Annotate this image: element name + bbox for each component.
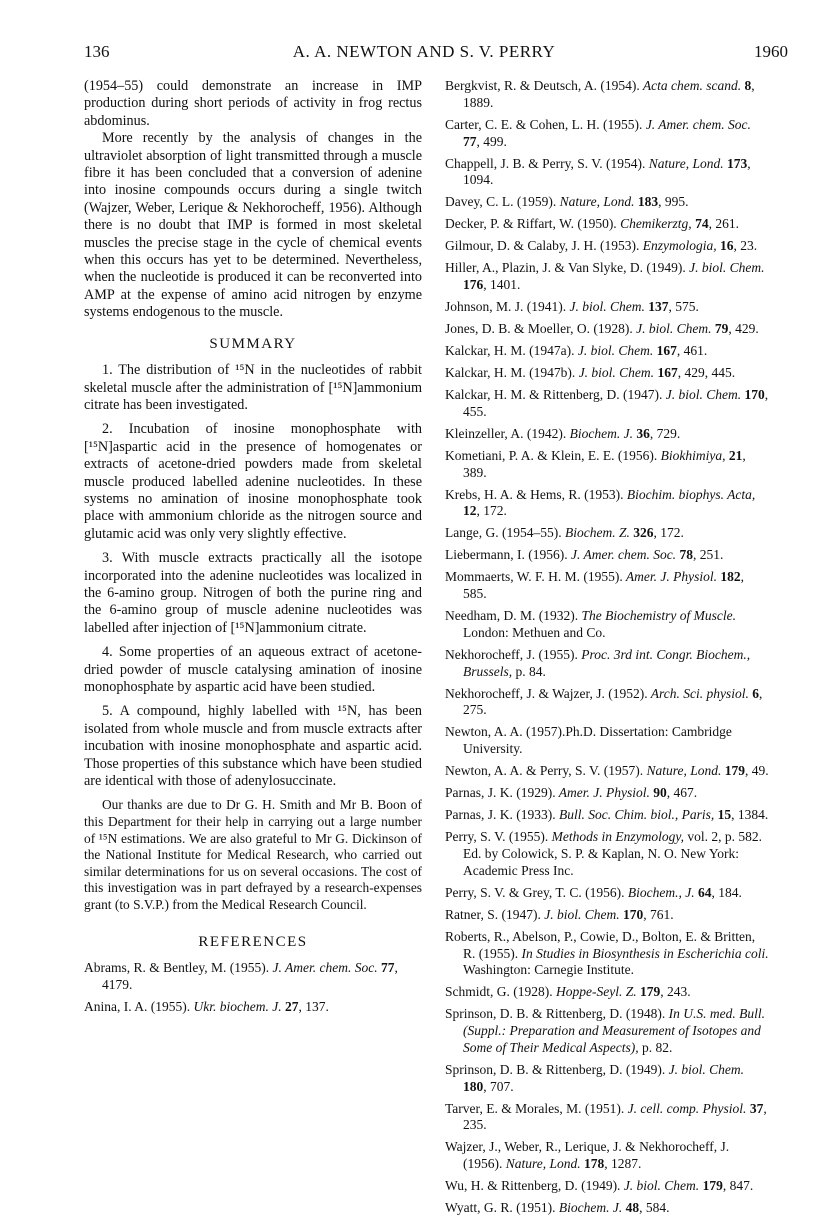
reference-entry bbox=[445, 321, 770, 338]
reference-entry bbox=[445, 299, 770, 316]
reference-entry bbox=[445, 807, 770, 824]
reference-entry bbox=[445, 194, 770, 211]
reference-journal: Nature, Lond. bbox=[556, 194, 635, 210]
reference-pages: , 761. bbox=[643, 906, 674, 922]
reference-entry bbox=[445, 1178, 770, 1195]
reference-volume: 167 bbox=[654, 365, 678, 381]
reference-entry bbox=[445, 426, 770, 443]
references-list-left bbox=[84, 960, 422, 1016]
reference-volume: 6 bbox=[748, 685, 759, 701]
reference-journal: J. biol. Chem. bbox=[566, 299, 645, 315]
reference-entry bbox=[445, 117, 770, 151]
reference-volume: 170 bbox=[619, 906, 644, 922]
reference-authors: Chappell, J. B. & Perry, S. V. (1954). bbox=[445, 155, 646, 171]
reference-entry bbox=[445, 156, 770, 190]
reference-pages: , 499. bbox=[476, 133, 507, 149]
page-header bbox=[84, 42, 788, 66]
reference-volume: 12 bbox=[463, 503, 477, 519]
reference-journal: J. Amer. chem. Soc. bbox=[567, 547, 677, 563]
reference-authors: Davey, C. L. (1959). bbox=[445, 194, 557, 210]
reference-authors: Schmidt, G. (1928). bbox=[445, 984, 553, 1000]
reference-pages: , 575. bbox=[668, 299, 699, 315]
reference-authors: Sprinson, D. B. & Rittenberg, D. (1948). bbox=[445, 1006, 666, 1022]
reference-journal: J. biol. Chem. bbox=[540, 906, 620, 922]
reference-entry bbox=[445, 829, 770, 879]
reference-authors: Perry, S. V. (1955). bbox=[445, 829, 549, 845]
reference-pages: Washington: Carnegie Institute. bbox=[463, 962, 635, 978]
reference-entry bbox=[445, 487, 770, 521]
reference-entry bbox=[445, 343, 770, 360]
reference-volume: 326 bbox=[629, 525, 654, 541]
reference-volume: 16 bbox=[716, 238, 734, 254]
reference-pages: , 275. bbox=[463, 685, 763, 718]
reference-authors: Mommaerts, W. F. H. M. (1955). bbox=[445, 569, 623, 585]
running-head-authors: A. A. NEWTON AND S. V. PERRY bbox=[292, 42, 556, 61]
reference-journal: Nature, Lond. bbox=[643, 763, 722, 779]
reference-volume: 90 bbox=[649, 785, 667, 801]
reference-journal: Biochem. J. bbox=[555, 1200, 623, 1216]
reference-pages: , 251. bbox=[692, 547, 724, 563]
summary-item: 5. A compound, highly labelled with ¹⁵N, has been isolated from whole muscle and from muscle extracts after incubation with inosine monophosphate and aspartic acid. Those properties of this substance which have been studied are identical with those of adenylosuccinate. bbox=[84, 703, 422, 790]
reference-volume: 27 bbox=[281, 998, 299, 1014]
reference-authors: Needham, D. M. (1932). bbox=[445, 608, 579, 624]
references-heading: REFERENCES bbox=[198, 933, 308, 950]
reference-pages: , 707. bbox=[483, 1078, 514, 1094]
reference-volume: 179 bbox=[636, 984, 661, 1000]
reference-entry bbox=[445, 1101, 770, 1135]
reference-authors: Decker, P. & Riffart, W. (1950). bbox=[445, 216, 617, 232]
reference-entry bbox=[445, 547, 770, 564]
reference-pages: p. 84. bbox=[512, 663, 546, 679]
reference-entry bbox=[445, 885, 770, 902]
reference-volume: 74 bbox=[691, 216, 709, 232]
acknowledgement: Our thanks are due to Dr G. H. Smith and Mr B. Boon of this Department for their help in carrying out a large number of ¹⁵N estimations. We are also grateful to Mr G. Dickinson of the National Institute for Medical Research, who carried out similar determinations for us on several occasions. The cost of this investigation was in part defrayed by a research-expenses grant (to S.V.P.) from the Medical Research Council. bbox=[84, 797, 422, 912]
reference-pages: , 172. bbox=[476, 503, 507, 519]
reference-volume: 8 bbox=[741, 78, 752, 93]
reference-journal: J. biol. Chem. bbox=[575, 365, 655, 381]
reference-entry bbox=[84, 999, 422, 1016]
reference-pages: , 455. bbox=[463, 387, 769, 419]
reference-volume: 137 bbox=[644, 299, 669, 315]
reference-journal: J. biol. Chem. bbox=[685, 260, 765, 276]
reference-volume: 48 bbox=[622, 1200, 640, 1216]
reference-authors: Johnson, M. J. (1941). bbox=[445, 299, 567, 315]
reference-authors: Nekhorocheff, J. (1955). bbox=[445, 646, 578, 662]
reference-journal: Nature, Lond. bbox=[645, 155, 724, 171]
reference-authors: Liebermann, I. (1956). bbox=[445, 547, 568, 563]
reference-journal: J. biol. Chem. bbox=[665, 1061, 744, 1077]
reference-journal: Chemikerztg, bbox=[616, 216, 692, 232]
reference-pages: , 261. bbox=[708, 216, 739, 232]
reference-volume: 78 bbox=[676, 547, 693, 563]
reference-authors: Kalckar, H. M. (1947b). bbox=[445, 365, 576, 381]
reference-journal: Nature, Lond. bbox=[502, 1156, 581, 1172]
reference-journal: J. cell. comp. Physiol. bbox=[624, 1100, 747, 1116]
reference-journal: J. Amer. chem. Soc. bbox=[642, 116, 751, 132]
reference-entry bbox=[445, 724, 770, 758]
reference-volume: 79 bbox=[711, 321, 729, 337]
reference-journal: Biochem. Z. bbox=[561, 525, 630, 541]
reference-pages: , 995. bbox=[658, 194, 689, 210]
reference-authors: Newton, A. A. (1957). bbox=[445, 724, 566, 740]
reference-journal: Methods in Enzymology, bbox=[548, 829, 684, 845]
reference-entry bbox=[445, 907, 770, 924]
reference-pages: , 584. bbox=[639, 1200, 670, 1216]
reference-entry bbox=[445, 238, 770, 255]
reference-authors: Lange, G. (1954–55). bbox=[445, 525, 562, 541]
reference-volume: 167 bbox=[653, 343, 677, 359]
reference-pages: , 49. bbox=[745, 763, 769, 779]
reference-authors: Wajzer, J., Weber, R., Lerique, J. & Nekhorocheff, J. (1956). bbox=[445, 1139, 730, 1172]
reference-entry bbox=[445, 365, 770, 382]
reference-pages: , 1401. bbox=[483, 277, 521, 293]
reference-journal: In U.S. med. Bull. (Suppl.: Preparation and Measurement of Isotopes and Some of Their Medical Aspects), bbox=[463, 1006, 765, 1055]
reference-pages: , 184. bbox=[711, 884, 742, 900]
reference-authors: Sprinson, D. B. & Rittenberg, D. (1949). bbox=[445, 1061, 666, 1077]
reference-volume: 178 bbox=[580, 1156, 605, 1172]
reference-pages: London: Methuen and Co. bbox=[463, 624, 606, 640]
reference-journal: The Biochemistry of Muscle. bbox=[578, 608, 736, 624]
reference-authors: Kleinzeller, A. (1942). bbox=[445, 425, 567, 441]
reference-authors: Anina, I. A. (1955). bbox=[84, 998, 191, 1014]
summary-item: 2. Incubation of inosine monophosphate with [¹⁵N]aspartic acid in the presence of homogenates or extracts of acetone-dried powders made from skeletal muscle produced labelled adenine nucleotides. In these systems no amination of inosine monophosphate took place with ammonium chloride as the nitrogen source and glutamic acid was only very slightly effective. bbox=[84, 421, 422, 542]
reference-entry bbox=[445, 216, 770, 233]
reference-entry bbox=[445, 525, 770, 542]
reference-entry bbox=[445, 984, 770, 1001]
body-paragraph: More recently by the analysis of changes in the ultraviolet absorption of light transmitted through a muscle fibre it has been concluded that a conversion of adenine into inosine compounds occurs during a single twitch (Wajzer, Weber, Lerique & Nekhorocheff, 1956). Although there is no doubt that IMP is formed in most skeletal muscles the precise stage in the cycle of chemical events when this occurs has yet to be determined. Nevertheless, when the nucleotide is produced it can be reconverted into AMP at the expense of amino acid nitrogen by enzyme systems endogenous to the muscle. bbox=[84, 130, 422, 321]
reference-entry bbox=[445, 78, 770, 112]
references-list-right bbox=[445, 78, 770, 1217]
reference-entry bbox=[445, 260, 770, 294]
reference-journal: Biochem. J. bbox=[566, 425, 634, 441]
reference-entry bbox=[445, 647, 770, 681]
reference-entry bbox=[445, 608, 770, 642]
reference-authors: Kometiani, P. A. & Klein, E. E. (1956). bbox=[445, 447, 658, 463]
reference-pages: , 1889. bbox=[463, 78, 755, 110]
reference-journal: J. biol. Chem. bbox=[620, 1178, 700, 1194]
reference-authors: Tarver, E. & Morales, M. (1951). bbox=[445, 1100, 625, 1116]
reference-entry bbox=[445, 929, 770, 979]
reference-authors: Kalckar, H. M. & Rittenberg, D. (1947). bbox=[445, 387, 663, 403]
reference-volume: 21 bbox=[725, 447, 743, 463]
reference-volume: 15 bbox=[714, 807, 732, 823]
summary-item: 4. Some properties of an aqueous extract of acetone-dried powder of muscle catalysing amination of inosine monophosphate by aspartic acid have been studied. bbox=[84, 644, 422, 695]
reference-authors: Wu, H. & Rittenberg, D. (1949). bbox=[445, 1178, 621, 1194]
reference-journal: Amer. J. Physiol. bbox=[555, 785, 650, 801]
reference-entry bbox=[445, 1006, 770, 1056]
reference-volume: 77 bbox=[377, 960, 395, 975]
reference-volume: 64 bbox=[694, 884, 712, 900]
reference-pages: p. 82. bbox=[638, 1039, 673, 1055]
reference-pages: , 847. bbox=[722, 1178, 754, 1194]
reference-volume: 176 bbox=[463, 277, 484, 293]
reference-pages: , 1384. bbox=[731, 807, 769, 823]
reference-journal: Acta chem. scand. bbox=[639, 78, 742, 93]
reference-entry bbox=[445, 1200, 770, 1217]
reference-journal: Biokhimiya, bbox=[657, 447, 726, 463]
summary-list bbox=[84, 362, 422, 790]
reference-journal: Ukr. biochem. J. bbox=[190, 998, 282, 1014]
reference-volume: 170 bbox=[741, 387, 765, 403]
reference-authors: Kalckar, H. M. (1947a). bbox=[445, 343, 575, 359]
reference-authors: Parnas, J. K. (1933). bbox=[445, 807, 556, 823]
page-number: 136 bbox=[84, 42, 110, 61]
reference-authors: Perry, S. V. & Grey, T. C. (1956). bbox=[445, 884, 625, 900]
reference-pages: , 429, 445. bbox=[677, 365, 736, 381]
reference-authors: Hiller, A., Plazin, J. & Van Slyke, D. (1949). bbox=[445, 260, 686, 276]
reference-authors: Jones, D. B. & Moeller, O. (1928). bbox=[445, 321, 633, 337]
reference-entry bbox=[445, 1062, 770, 1096]
reference-authors: Abrams, R. & Bentley, M. (1955). bbox=[84, 960, 270, 975]
reference-authors: Ratner, S. (1947). bbox=[445, 906, 541, 922]
reference-authors: Bergkvist, R. & Deutsch, A. (1954). bbox=[445, 78, 640, 93]
reference-authors: Newton, A. A. & Perry, S. V. (1957). bbox=[445, 763, 644, 779]
reference-pages: , 729. bbox=[649, 425, 681, 441]
reference-journal: Proc. 3rd int. Congr. Biochem., Brussels, bbox=[463, 646, 751, 679]
reference-authors: Gilmour, D. & Calaby, J. H. (1953). bbox=[445, 238, 640, 254]
reference-entry bbox=[445, 448, 770, 482]
reference-pages: , 243. bbox=[660, 984, 691, 1000]
reference-journal: J. biol. Chem. bbox=[662, 387, 742, 403]
reference-volume: 77 bbox=[463, 133, 477, 149]
reference-volume: 179 bbox=[721, 763, 746, 779]
body-paragraph: (1954–55) could demonstrate an increase in IMP production during short periods of activity in frog rectus abdominus. bbox=[84, 78, 422, 129]
reference-pages: , 4179. bbox=[102, 960, 398, 992]
reference-pages: , 1094. bbox=[463, 155, 751, 188]
reference-journal: Arch. Sci. physiol. bbox=[647, 685, 749, 701]
reference-volume: 180 bbox=[463, 1078, 484, 1094]
reference-authors: Nekhorocheff, J. & Wajzer, J. (1952). bbox=[445, 685, 648, 701]
reference-volume: 37 bbox=[746, 1100, 764, 1116]
reference-journal: J. Amer. chem. Soc. bbox=[269, 960, 378, 975]
reference-entry bbox=[84, 960, 422, 994]
reference-authors: Wyatt, G. R. (1951). bbox=[445, 1200, 556, 1216]
summary-heading: SUMMARY bbox=[209, 335, 297, 352]
reference-pages: , 1287. bbox=[604, 1156, 642, 1172]
reference-volume: 173 bbox=[723, 155, 748, 171]
summary-item: 3. With muscle extracts practically all the isotope incorporated into the adenine nucleotides was localized in the 6-amino group. Nitrogen of both the purine ring and the 6-amino group of muscle adenine nucleotides was labelled after injection of [¹⁵N]ammonium citrate. bbox=[84, 550, 422, 636]
reference-journal: Biochem., J. bbox=[624, 884, 695, 900]
reference-journal: Hoppe-Seyl. Z. bbox=[552, 984, 637, 1000]
reference-entry bbox=[445, 763, 770, 780]
reference-journal: Biochim. biophys. Acta, bbox=[623, 486, 756, 502]
reference-pages: , 23. bbox=[733, 238, 758, 254]
reference-pages: vol. 2, p. 582. Ed. by Colowick, S. P. & Kaplan, N. O. New York: Academic Press Inc. bbox=[463, 829, 763, 878]
reference-journal: In Studies in Biosynthesis in Escherichia coli. bbox=[518, 945, 769, 961]
left-column bbox=[84, 78, 422, 1021]
reference-pages: , 461. bbox=[676, 343, 708, 359]
reference-pages: , 585. bbox=[463, 569, 745, 602]
reference-volume: 179 bbox=[699, 1178, 723, 1194]
summary-item: 1. The distribution of ¹⁵N in the nucleotides of rabbit skeletal muscle after the administration of [¹⁵N]ammonium citrate has been investigated. bbox=[84, 362, 422, 413]
reference-volume: 36 bbox=[633, 425, 650, 441]
reference-authors: Parnas, J. K. (1929). bbox=[445, 785, 556, 801]
reference-journal: J. biol. Chem. bbox=[632, 321, 712, 337]
reference-authors: Roberts, R., Abelson, P., Cowie, D., Bolton, E. & Britten, R. (1955). bbox=[445, 928, 756, 961]
running-head-year: 1960 bbox=[754, 42, 788, 61]
reference-entry bbox=[445, 387, 770, 421]
reference-pages: , 172. bbox=[653, 525, 684, 541]
reference-pages: Ph.D. Dissertation: Cambridge University. bbox=[463, 724, 732, 757]
reference-entry bbox=[445, 1139, 770, 1173]
reference-journal: Amer. J. Physiol. bbox=[622, 569, 718, 585]
reference-journal: Bull. Soc. Chim. biol., Paris, bbox=[555, 807, 715, 823]
reference-pages: , 467. bbox=[666, 785, 698, 801]
right-column bbox=[445, 78, 770, 1222]
reference-entry bbox=[445, 569, 770, 603]
reference-volume: 182 bbox=[717, 569, 741, 585]
reference-authors: Krebs, H. A. & Hems, R. (1953). bbox=[445, 486, 624, 502]
reference-pages: , 389. bbox=[463, 447, 746, 480]
reference-entry bbox=[445, 686, 770, 720]
reference-volume: 183 bbox=[634, 194, 659, 210]
reference-entry bbox=[445, 785, 770, 802]
reference-pages: , 137. bbox=[298, 998, 329, 1014]
reference-pages: , 235. bbox=[463, 1100, 767, 1133]
reference-journal: Enzymologia, bbox=[639, 238, 717, 254]
reference-journal: J. biol. Chem. bbox=[574, 343, 654, 359]
reference-pages: , 429. bbox=[728, 321, 759, 337]
reference-authors: Carter, C. E. & Cohen, L. H. (1955). bbox=[445, 116, 643, 132]
